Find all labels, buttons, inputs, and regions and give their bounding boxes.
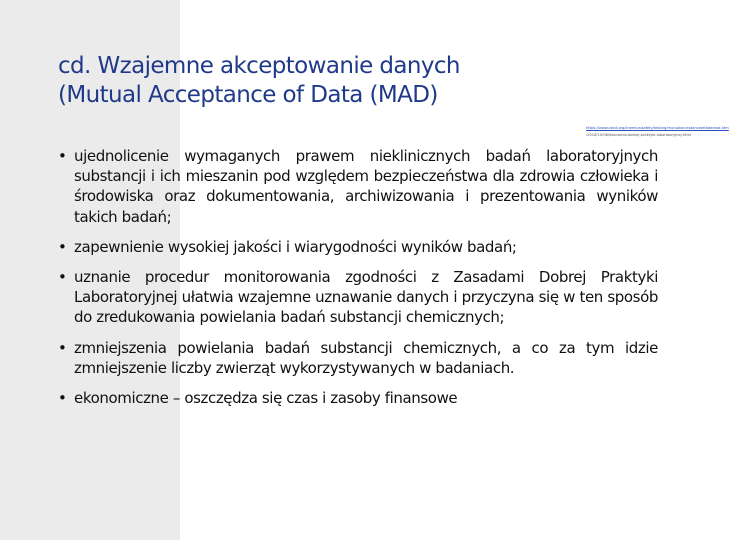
bullet-dot-icon: •: [58, 389, 67, 408]
bullet-item: [58, 388, 658, 408]
bullet-text: ekonomiczne – oszczędza się czas i zasoby finansowe: [74, 389, 458, 408]
bullet-dot-icon: •: [58, 237, 67, 256]
bullet-dot-icon: •: [58, 338, 67, 357]
slide-content: [58, 146, 658, 418]
source-path: /2016/10/06/ekonomia-dobrej-praktyki-laboratoryjnej.html: [586, 133, 691, 137]
bullet-item: [58, 338, 658, 378]
source-link[interactable]: https://www.oecd.org/chemicalsafety/testing/mutualacceptanceofdatamad.htm: [586, 126, 729, 130]
bullet-dot-icon: •: [58, 147, 67, 165]
bullet-text: zmniejszenia powielania badań substancji chemicznych, a co za tym idzie zmniejszenie liczby zwierząt wykorzystywanych w badaniach.: [74, 338, 658, 377]
source-note: [586, 125, 729, 139]
bullet-item: [58, 267, 658, 328]
slide-title-line-2: (Mutual Acceptance of Data (MAD): [58, 82, 438, 108]
bullet-text: ujednolicenie wymaganych prawem nieklinicznych badań laboratoryjnych substancji i ich mieszanin pod względem bezpieczeństwa dla zdrowia człowieka i środowiska oraz dokumentowania, archiwizowania i prezentowania wyników takich badań;: [74, 147, 658, 226]
bullet-dot-icon: •: [58, 268, 67, 287]
slide-title: [58, 52, 658, 110]
bullet-text: zapewnienie wysokiej jakości i wiarygodności wyników badań;: [74, 237, 517, 256]
bullet-text: uznanie procedur monitorowania zgodności z Zasadami Dobrej Praktyki Laboratoryjnej ułatwia wzajemne uznawanie danych i przyczyna się w ten sposób do zredukowania powielania badań substancji chemicznych;: [74, 268, 658, 327]
bullet-item: [58, 146, 658, 227]
bullet-list: [58, 146, 658, 408]
bullet-item: [58, 237, 658, 257]
slide-title-line-1: cd. Wzajemne akceptowanie danych: [58, 53, 460, 79]
